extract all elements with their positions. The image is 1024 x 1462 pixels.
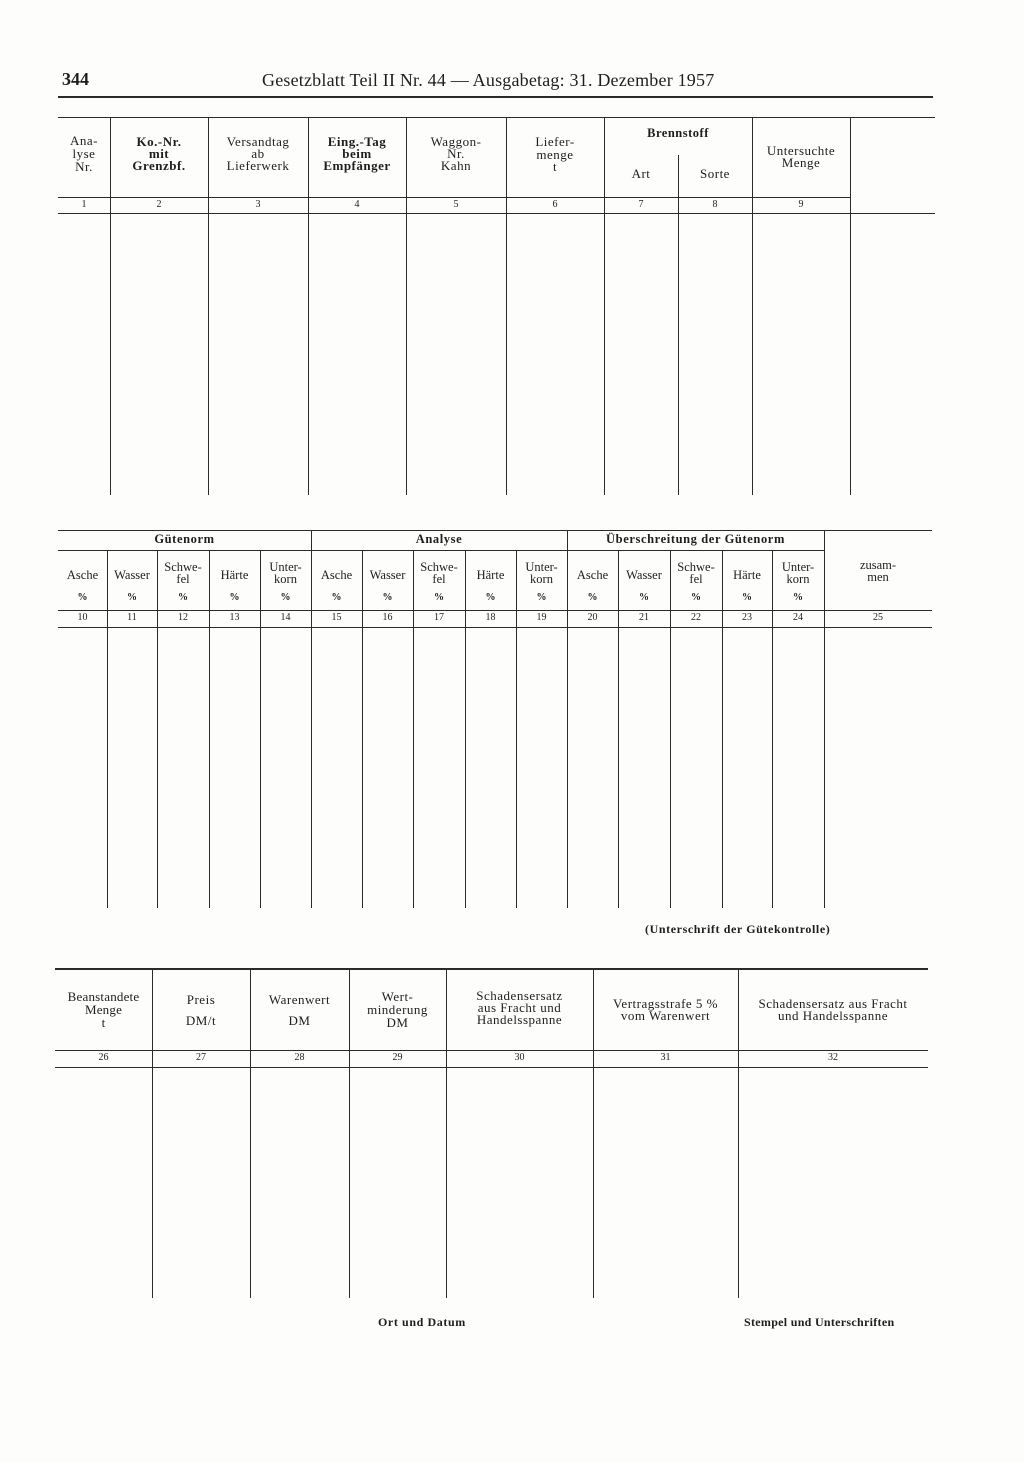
header-unterkorn: Unter- korn: [781, 560, 815, 586]
header-zusammen: zusam- men: [859, 558, 897, 584]
column-divider: [157, 550, 158, 908]
column-number: 14: [280, 612, 291, 623]
column-number: 24: [793, 612, 803, 623]
column-number: 17: [434, 612, 444, 623]
table-rule: [58, 197, 850, 198]
group-divider: [311, 530, 312, 908]
table-rule: [58, 610, 932, 611]
column-number: 16: [382, 612, 393, 623]
column-number: 25: [873, 612, 883, 623]
header-brennstoff: Brennstoff: [647, 126, 709, 140]
column-number: 5: [453, 199, 459, 210]
column-divider: [406, 117, 407, 495]
column-number: 27: [196, 1052, 206, 1063]
column-number: 8: [712, 199, 718, 210]
column-number: 28: [294, 1052, 305, 1063]
column-divider: [618, 550, 619, 908]
unit-percent: %: [178, 592, 188, 603]
unit-percent: %: [587, 592, 598, 603]
unit-percent: %: [793, 592, 803, 603]
column-number: 11: [127, 612, 137, 623]
table-rule: [58, 550, 824, 551]
column-number: 10: [77, 612, 88, 623]
column-number: 13: [229, 612, 240, 623]
table-rule: [55, 1050, 928, 1051]
header-schwefel: Schwe- fel: [677, 560, 715, 586]
header-wasser: Wasser: [369, 568, 406, 582]
unit-percent: %: [280, 592, 291, 603]
column-divider: [670, 550, 671, 908]
column-number: 6: [552, 199, 558, 210]
unit-percent: %: [229, 592, 240, 603]
column-divider: [208, 117, 209, 495]
unit-percent: %: [536, 592, 547, 603]
unit-percent: %: [639, 592, 649, 603]
unit-percent: %: [382, 592, 393, 603]
column-number: 26: [98, 1052, 109, 1063]
column-divider: [516, 550, 517, 908]
header-art: Art: [631, 166, 651, 181]
header-schwefel: Schwe- fel: [420, 560, 458, 586]
table-rule: [58, 213, 935, 214]
header-preis: Preis DM/t: [185, 992, 217, 1028]
column-divider: [308, 117, 309, 495]
column-divider: [110, 117, 111, 495]
group-header-analyse: Analyse: [415, 532, 463, 546]
unit-percent: %: [691, 592, 701, 603]
column-divider: [362, 550, 363, 908]
signature-quality-control-label: (Unterschrift der Gütekontrolle): [645, 922, 831, 936]
group-divider: [567, 530, 568, 908]
table-rule: [58, 530, 932, 531]
column-divider: [752, 117, 753, 495]
table-rule: [55, 1067, 928, 1068]
column-divider: [260, 550, 261, 908]
column-number: 4: [354, 199, 360, 210]
column-number: 9: [798, 199, 804, 210]
header-vertragsstrafe: Vertragsstrafe 5 % vom Warenwert: [612, 996, 718, 1023]
header-asche: Asche: [320, 568, 353, 582]
column-divider: [413, 550, 414, 908]
unit-percent: %: [434, 592, 444, 603]
group-divider: [824, 530, 825, 908]
page-number: 344: [62, 69, 89, 89]
header-unterkorn: Unter- korn: [525, 560, 558, 586]
column-number: 30: [514, 1052, 525, 1063]
column-divider: [772, 550, 773, 908]
header-wertminderung: Wert- minderung DM: [367, 989, 428, 1030]
header-schwefel: Schwe- fel: [164, 560, 202, 586]
header-untersuchte-menge: Untersuchte Menge: [766, 143, 836, 170]
header-beanstandete-menge: Beanstandete Menge t: [67, 989, 140, 1030]
header-waggon-nr: Waggon- Nr. Kahn: [430, 134, 482, 173]
header-rule: [58, 96, 933, 98]
header-eingangstag: Eing.-Tag beim Empfänger: [323, 134, 391, 173]
header-wasser: Wasser: [114, 568, 150, 582]
header-asche: Asche: [66, 568, 99, 582]
unit-percent: %: [742, 592, 752, 603]
column-divider: [506, 117, 507, 495]
column-number: 20: [587, 612, 598, 623]
gazette-title: Gesetzblatt Teil II Nr. 44 — Ausgabetag: 31. Dezember 1957: [262, 70, 715, 90]
column-number: 2: [156, 199, 162, 210]
column-number: 19: [536, 612, 547, 623]
column-number: 12: [178, 612, 188, 623]
header-schadensersatz-fracht: Schadensersatz aus Fracht und Handelsspanne: [758, 996, 908, 1023]
header-haerte: Härte: [476, 568, 505, 582]
unit-percent: %: [485, 592, 496, 603]
unit-percent: %: [331, 592, 342, 603]
column-number: 22: [691, 612, 701, 623]
header-haerte: Härte: [733, 568, 761, 582]
table-rule: [55, 968, 928, 970]
header-warenwert: Warenwert DM: [268, 992, 331, 1028]
table-rule: [58, 627, 932, 628]
header-ko-nr: Ko.-Nr. mit Grenzbf.: [132, 134, 186, 173]
table-rule: [58, 117, 935, 118]
header-haerte: Härte: [220, 568, 249, 582]
header-unterkorn: Unter- korn: [269, 560, 302, 586]
place-date-label: Ort und Datum: [378, 1315, 466, 1329]
header-wasser: Wasser: [626, 568, 662, 582]
group-header-guetenorm: Gütenorm: [154, 532, 215, 546]
column-number: 15: [331, 612, 342, 623]
column-divider: [209, 550, 210, 908]
header-analyse-nr: Ana- lyse Nr.: [70, 133, 98, 174]
column-divider: [465, 550, 466, 908]
column-number: 32: [828, 1052, 838, 1063]
stamp-signatures-label: Stempel und Unterschriften: [744, 1315, 895, 1329]
header-sorte: Sorte: [700, 166, 730, 181]
column-number: 21: [639, 612, 649, 623]
column-number: 29: [392, 1052, 403, 1063]
column-number: 23: [742, 612, 752, 623]
header-versandtag: Versandtag ab Lieferwerk: [226, 134, 290, 173]
header-schadensersatz: Schadensersatz aus Fracht und Handelsspanne: [476, 988, 563, 1027]
column-divider: [850, 117, 851, 495]
group-header-ueberschreitung: Überschreitung der Gütenorm: [606, 532, 785, 546]
unit-percent: %: [127, 592, 137, 603]
column-number: 3: [255, 199, 261, 210]
unit-percent: %: [77, 592, 88, 603]
column-number: 7: [638, 199, 644, 210]
header-asche: Asche: [576, 568, 609, 582]
header-liefermenge: Liefer- menge t: [535, 134, 575, 174]
column-number: 18: [485, 612, 496, 623]
column-number: 31: [660, 1052, 671, 1063]
column-divider: [107, 550, 108, 908]
column-divider: [722, 550, 723, 908]
column-number: 1: [81, 199, 87, 210]
